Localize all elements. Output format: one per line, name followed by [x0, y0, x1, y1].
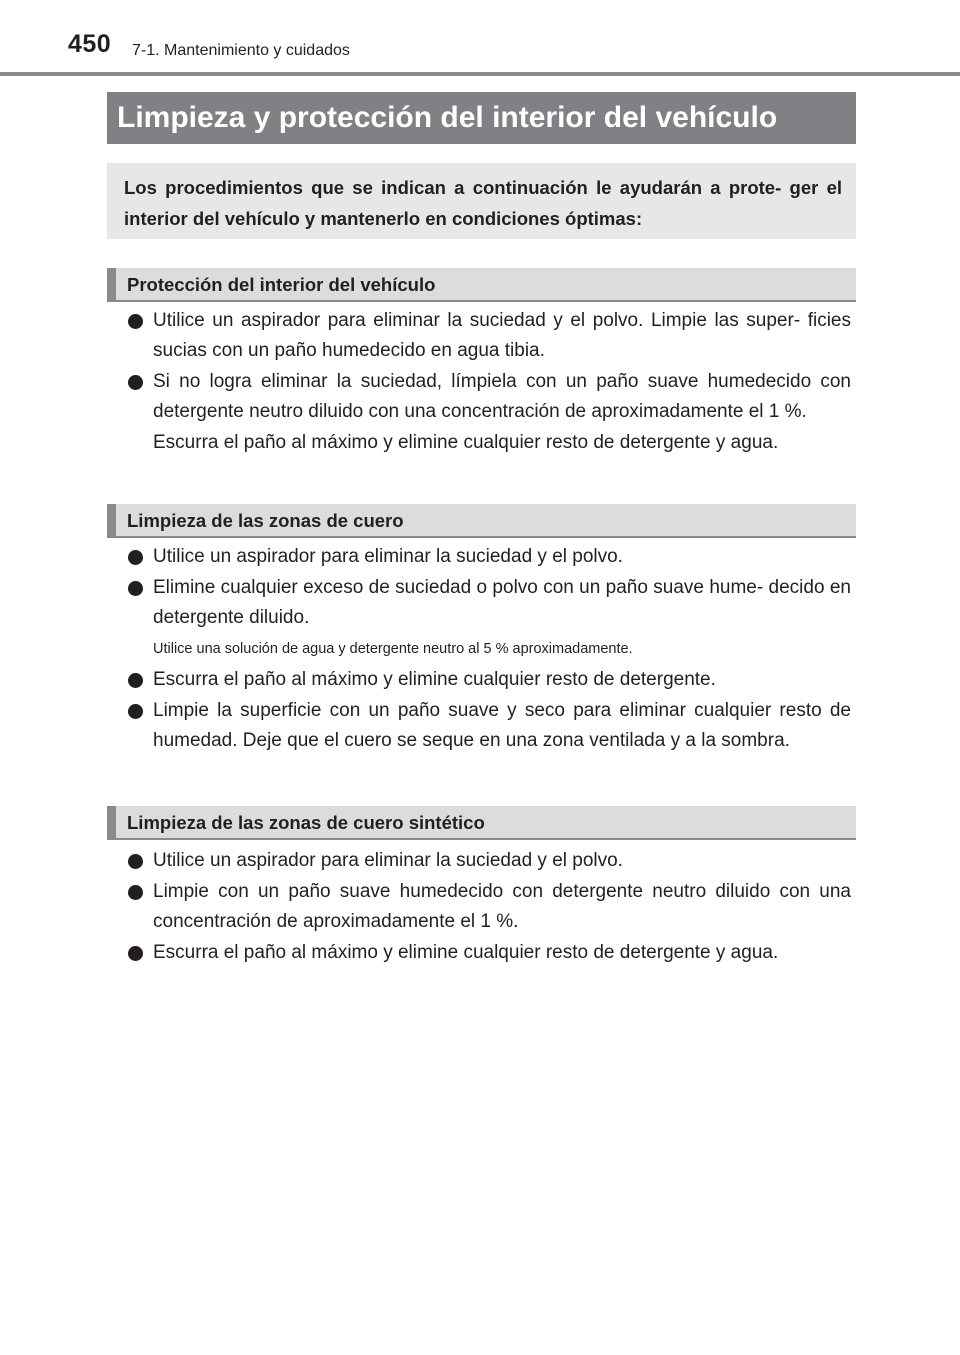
bullet-list-synthetic-leather: [125, 846, 851, 969]
list-item-text: Utilice un aspirador para eliminar la suciedad y el polvo. Limpie las super- ficies sucias con un paño humedecido en agua tibia.: [153, 310, 851, 361]
bullet-icon: [128, 375, 143, 390]
bullet-list-interior-protection: [125, 306, 851, 459]
list-item: [125, 938, 851, 968]
list-item: [125, 846, 851, 876]
list-item-text: Escurra el paño al máximo y elimine cualquier resto de detergente.: [153, 669, 716, 690]
bullet-list-leather: [125, 542, 851, 757]
list-item-text: Limpie la superficie con un paño suave y seco para eliminar cualquier resto de humedad. Deje que el cuero se seque en una zona ventilada y a la sombra.: [153, 700, 851, 751]
list-note: [125, 639, 851, 659]
list-item-text: Escurra el paño al máximo y elimine cualquier resto de detergente y agua.: [153, 942, 779, 963]
bullet-icon: [128, 704, 143, 719]
list-item-text: Si no logra eliminar la suciedad, límpiela con un paño suave humedecido con detergente neutro diluido con una concentración de aproximadamente el 1 %.: [153, 371, 851, 422]
bullet-icon: [128, 581, 143, 596]
page-title: Limpieza y protección del interior del vehículo: [107, 92, 856, 144]
bullet-icon: [128, 314, 143, 329]
list-item: [125, 877, 851, 937]
list-item: [125, 573, 851, 633]
header-divider: [0, 72, 960, 76]
list-item: [125, 665, 851, 695]
section-heading-interior-protection: Protección del interior del vehículo: [107, 268, 856, 302]
bullet-icon: [128, 885, 143, 900]
list-item-text: Utilice un aspirador para eliminar la suciedad y el polvo.: [153, 850, 623, 871]
list-item-text: Elimine cualquier exceso de suciedad o polvo con un paño suave hume- decido en detergente diluido.: [153, 577, 851, 628]
list-item-text: Utilice un aspirador para eliminar la suciedad y el polvo.: [153, 546, 623, 567]
list-item: [125, 696, 851, 756]
page-number: 450: [68, 30, 112, 58]
list-item-continuation: [125, 428, 851, 458]
list-item-text: Limpie con un paño suave humedecido con detergente neutro diluido con una concentración de aproximadamente el 1 %.: [153, 881, 851, 932]
page-header: [0, 0, 960, 78]
list-item: [125, 367, 851, 427]
list-item: [125, 306, 851, 366]
list-item: [125, 542, 851, 572]
section-heading-leather: Limpieza de las zonas de cuero: [107, 504, 856, 538]
bullet-icon: [128, 946, 143, 961]
bullet-icon: [128, 673, 143, 688]
section-path: 7-1. Mantenimiento y cuidados: [132, 42, 350, 59]
bullet-icon: [128, 550, 143, 565]
intro-box: Los procedimientos que se indican a continuación le ayudarán a prote- ger el interior del vehículo y mantenerlo en condiciones óptimas:: [107, 163, 856, 239]
list-item-text: Escurra el paño al máximo y elimine cualquier resto de detergente y agua.: [153, 432, 779, 453]
section-heading-synthetic-leather: Limpieza de las zonas de cuero sintético: [107, 806, 856, 840]
note-text: Utilice una solución de agua y detergente neutro al 5 % aproximadamente.: [153, 641, 633, 657]
bullet-icon: [128, 854, 143, 869]
